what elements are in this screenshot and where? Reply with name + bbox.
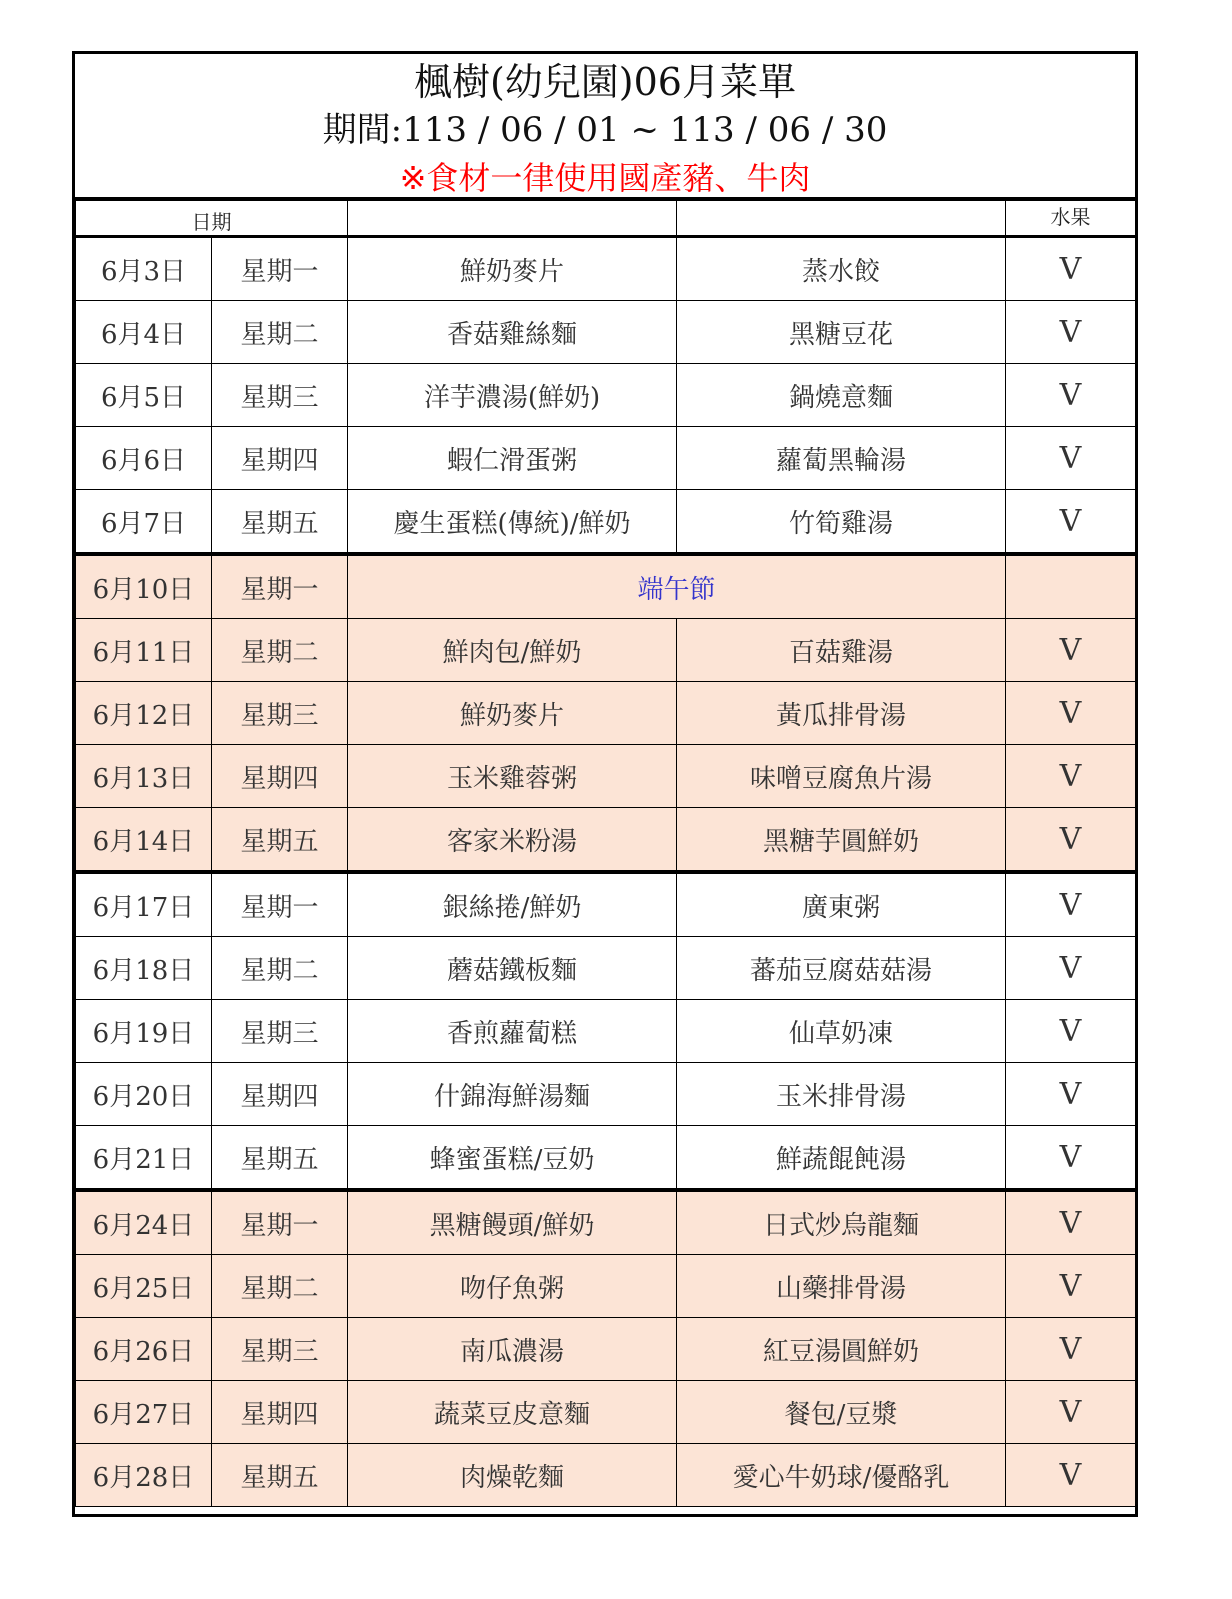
menu-row xyxy=(76,745,1136,808)
weekday-cell: 星期三 xyxy=(212,682,348,745)
date-column-header: 日期 xyxy=(76,201,348,237)
menu-row xyxy=(76,1126,1136,1191)
morning-snack-cell: 蝦仁滑蛋粥 xyxy=(348,427,677,490)
date-cell: 6月24日 xyxy=(76,1190,212,1255)
morning-snack-cell: 吻仔魚粥 xyxy=(348,1255,677,1318)
morning-snack-cell: 鮮奶麥片 xyxy=(348,682,677,745)
menu-row xyxy=(76,937,1136,1000)
morning-snack-cell: 銀絲捲/鮮奶 xyxy=(348,872,677,937)
menu-table xyxy=(75,200,1136,1507)
weekday-cell: 星期一 xyxy=(212,872,348,937)
fruit-cell: V xyxy=(1006,1255,1136,1318)
afternoon-snack-cell: 黑糖芋圓鮮奶 xyxy=(677,808,1006,873)
date-cell: 6月12日 xyxy=(76,682,212,745)
date-cell: 6月10日 xyxy=(76,554,212,619)
date-cell: 6月28日 xyxy=(76,1444,212,1507)
menu-row xyxy=(76,1444,1136,1507)
afternoon-snack-cell: 仙草奶凍 xyxy=(677,1000,1006,1063)
menu-row xyxy=(76,1063,1136,1126)
weekday-cell: 星期三 xyxy=(212,1318,348,1381)
weekday-cell: 星期一 xyxy=(212,237,348,301)
menu-title: 楓樹(幼兒園)06月菜單 xyxy=(413,60,796,104)
morning-column-header xyxy=(348,201,677,237)
weekday-cell: 星期二 xyxy=(212,937,348,1000)
date-cell: 6月4日 xyxy=(76,301,212,364)
weekday-cell: 星期四 xyxy=(212,427,348,490)
date-cell: 6月6日 xyxy=(76,427,212,490)
morning-snack-cell: 客家米粉湯 xyxy=(348,808,677,873)
afternoon-snack-cell: 山藥排骨湯 xyxy=(677,1255,1006,1318)
morning-snack-cell: 南瓜濃湯 xyxy=(348,1318,677,1381)
weekday-cell: 星期五 xyxy=(212,490,348,555)
date-cell: 6月21日 xyxy=(76,1126,212,1191)
fruit-cell: V xyxy=(1006,937,1136,1000)
fruit-cell: V xyxy=(1006,237,1136,301)
morning-snack-cell: 洋芋濃湯(鮮奶) xyxy=(348,364,677,427)
menu-row xyxy=(76,490,1136,555)
morning-snack-cell: 香菇雞絲麵 xyxy=(348,301,677,364)
date-cell: 6月17日 xyxy=(76,872,212,937)
fruit-cell: V xyxy=(1006,1000,1136,1063)
menu-row xyxy=(76,301,1136,364)
menu-body xyxy=(76,237,1136,1507)
menu-sheet xyxy=(72,51,1138,1517)
date-cell: 6月7日 xyxy=(76,490,212,555)
menu-row xyxy=(76,554,1136,619)
afternoon-snack-cell: 黃瓜排骨湯 xyxy=(677,682,1006,745)
header-row xyxy=(76,201,1136,237)
fruit-cell: V xyxy=(1006,682,1136,745)
fruit-cell: V xyxy=(1006,1444,1136,1507)
date-cell: 6月25日 xyxy=(76,1255,212,1318)
weekday-cell: 星期二 xyxy=(212,301,348,364)
afternoon-snack-cell: 餐包/豆漿 xyxy=(677,1381,1006,1444)
date-cell: 6月13日 xyxy=(76,745,212,808)
weekday-cell: 星期一 xyxy=(212,1190,348,1255)
morning-snack-cell: 玉米雞蓉粥 xyxy=(348,745,677,808)
fruit-cell: V xyxy=(1006,619,1136,682)
afternoon-snack-cell: 愛心牛奶球/優酪乳 xyxy=(677,1444,1006,1507)
fruit-cell: V xyxy=(1006,1318,1136,1381)
weekday-cell: 星期四 xyxy=(212,745,348,808)
title-block xyxy=(75,54,1135,200)
fruit-cell: V xyxy=(1006,427,1136,490)
menu-row xyxy=(76,1000,1136,1063)
holiday-cell: 端午節 xyxy=(348,554,1006,619)
fruit-cell: V xyxy=(1006,364,1136,427)
afternoon-snack-cell: 蘿蔔黑輪湯 xyxy=(677,427,1006,490)
menu-row xyxy=(76,1190,1136,1255)
date-cell: 6月26日 xyxy=(76,1318,212,1381)
fruit-cell: V xyxy=(1006,1190,1136,1255)
date-cell: 6月20日 xyxy=(76,1063,212,1126)
fruit-cell: V xyxy=(1006,301,1136,364)
weekday-cell: 星期四 xyxy=(212,1063,348,1126)
fruit-cell: V xyxy=(1006,808,1136,873)
fruit-cell: V xyxy=(1006,745,1136,808)
menu-row xyxy=(76,1318,1136,1381)
fruit-cell: V xyxy=(1006,490,1136,555)
morning-snack-cell: 肉燥乾麵 xyxy=(348,1444,677,1507)
weekday-cell: 星期五 xyxy=(212,1126,348,1191)
menu-row xyxy=(76,364,1136,427)
afternoon-snack-cell: 日式炒烏龍麵 xyxy=(677,1190,1006,1255)
morning-snack-cell: 蘑菇鐵板麵 xyxy=(348,937,677,1000)
weekday-cell: 星期二 xyxy=(212,619,348,682)
date-cell: 6月18日 xyxy=(76,937,212,1000)
afternoon-snack-cell: 鮮蔬餛飩湯 xyxy=(677,1126,1006,1191)
afternoon-snack-cell: 玉米排骨湯 xyxy=(677,1063,1006,1126)
afternoon-snack-cell: 紅豆湯圓鮮奶 xyxy=(677,1318,1006,1381)
menu-row xyxy=(76,237,1136,301)
morning-snack-cell: 鮮肉包/鮮奶 xyxy=(348,619,677,682)
afternoon-snack-cell: 蕃茄豆腐菇菇湯 xyxy=(677,937,1006,1000)
menu-row xyxy=(76,619,1136,682)
afternoon-snack-cell: 味噌豆腐魚片湯 xyxy=(677,745,1006,808)
morning-snack-cell: 慶生蛋糕(傳統)/鮮奶 xyxy=(348,490,677,555)
menu-row xyxy=(76,872,1136,937)
weekday-cell: 星期五 xyxy=(212,1444,348,1507)
morning-snack-cell: 什錦海鮮湯麵 xyxy=(348,1063,677,1126)
fruit-cell: V xyxy=(1006,1381,1136,1444)
afternoon-snack-cell: 百菇雞湯 xyxy=(677,619,1006,682)
morning-snack-cell: 鮮奶麥片 xyxy=(348,237,677,301)
fruit-cell: V xyxy=(1006,1063,1136,1126)
fruit-cell: V xyxy=(1006,872,1136,937)
weekday-cell: 星期三 xyxy=(212,364,348,427)
morning-snack-cell: 蜂蜜蛋糕/豆奶 xyxy=(348,1126,677,1191)
date-cell: 6月19日 xyxy=(76,1000,212,1063)
morning-snack-cell: 香煎蘿蔔糕 xyxy=(348,1000,677,1063)
afternoon-snack-cell: 鍋燒意麵 xyxy=(677,364,1006,427)
date-cell: 6月3日 xyxy=(76,237,212,301)
weekday-cell: 星期一 xyxy=(212,554,348,619)
weekday-cell: 星期四 xyxy=(212,1381,348,1444)
weekday-cell: 星期三 xyxy=(212,1000,348,1063)
date-cell: 6月14日 xyxy=(76,808,212,873)
menu-row xyxy=(76,808,1136,873)
morning-snack-cell: 黑糖饅頭/鮮奶 xyxy=(348,1190,677,1255)
weekday-cell: 星期五 xyxy=(212,808,348,873)
menu-row xyxy=(76,682,1136,745)
afternoon-snack-cell: 黑糖豆花 xyxy=(677,301,1006,364)
fruit-cell: V xyxy=(1006,1126,1136,1191)
morning-snack-cell: 蔬菜豆皮意麵 xyxy=(348,1381,677,1444)
fruit-column-header: 水果 xyxy=(1006,201,1136,237)
weekday-cell: 星期二 xyxy=(212,1255,348,1318)
afternoon-snack-cell: 廣東粥 xyxy=(677,872,1006,937)
date-cell: 6月5日 xyxy=(76,364,212,427)
afternoon-column-header xyxy=(677,201,1006,237)
date-cell: 6月11日 xyxy=(76,619,212,682)
menu-row xyxy=(76,1381,1136,1444)
menu-row xyxy=(76,1255,1136,1318)
period-line: 期間:113 / 06 / 01 ~ 113 / 06 / 30 xyxy=(322,110,888,150)
afternoon-snack-cell: 蒸水餃 xyxy=(677,237,1006,301)
date-cell: 6月27日 xyxy=(76,1381,212,1444)
afternoon-snack-cell: 竹筍雞湯 xyxy=(677,490,1006,555)
ingredient-note: ※食材一律使用國產豬、牛肉 xyxy=(399,159,811,197)
fruit-cell xyxy=(1006,554,1136,619)
menu-row xyxy=(76,427,1136,490)
